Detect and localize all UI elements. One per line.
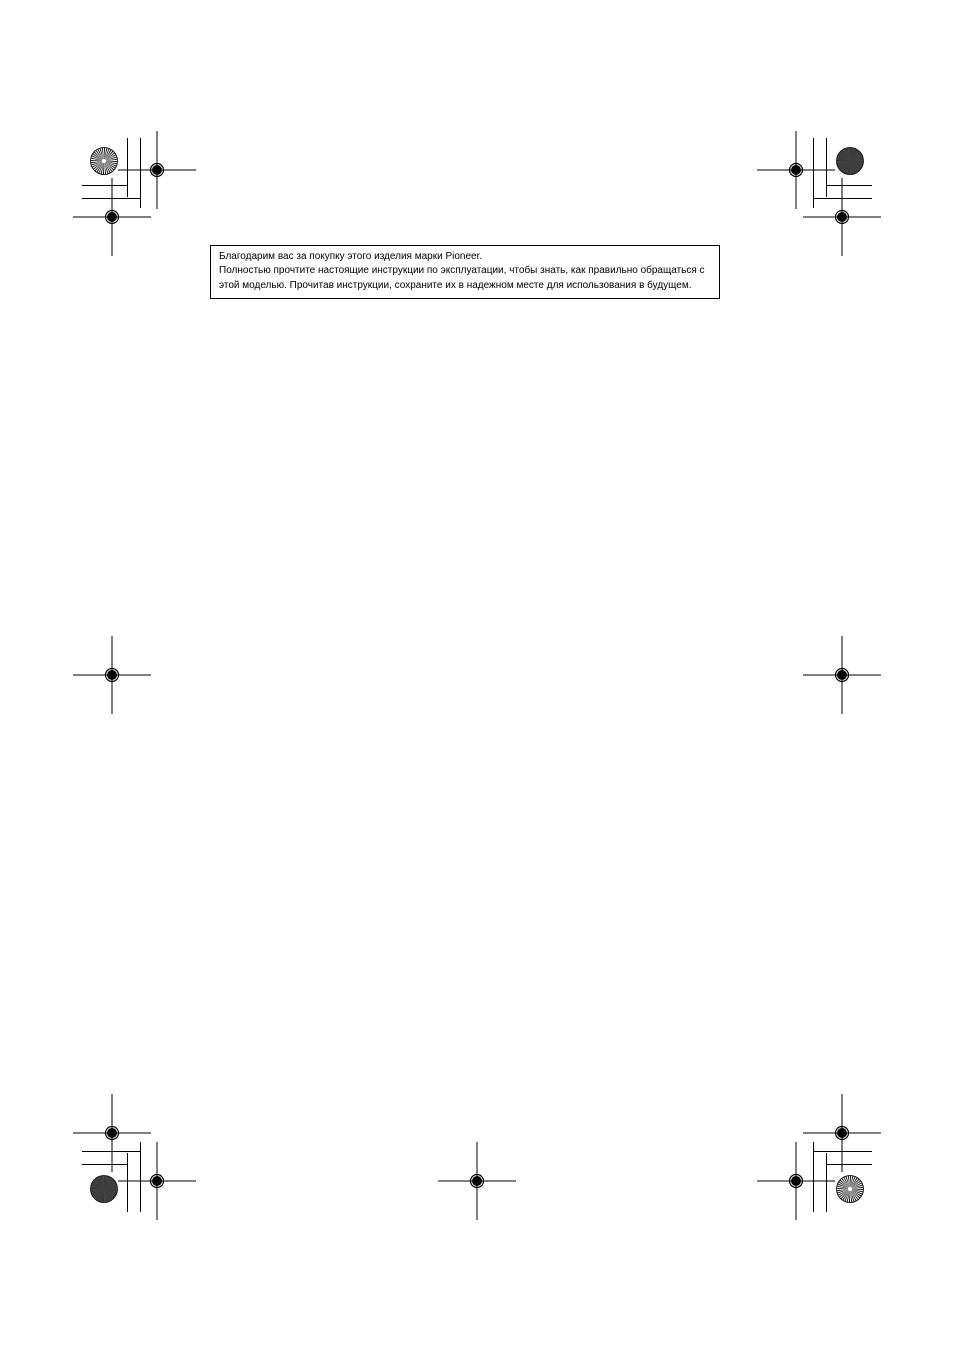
crosshair-target <box>757 1142 835 1220</box>
crosshair-target <box>73 636 151 714</box>
registration-stars <box>91 148 864 1203</box>
notice-line-1: Благодарим вас за покупку этого изделия марки Pioneer. <box>219 251 483 262</box>
crosshair-target <box>118 131 196 209</box>
star-target-dark <box>837 148 864 175</box>
crosshair-target <box>803 178 881 256</box>
crop-mark-top-left <box>82 138 141 208</box>
crop-mark-top-right <box>814 138 873 208</box>
crosshair-target <box>803 1094 881 1172</box>
crop-mark-bottom-left <box>82 1142 141 1212</box>
crosshair-target <box>803 636 881 714</box>
crosshair-target <box>438 1142 516 1220</box>
crosshair-target <box>118 1142 196 1220</box>
star-target-dark <box>91 1176 118 1203</box>
crosshair-target <box>757 131 835 209</box>
star-target-light <box>91 148 118 175</box>
crosshair-target <box>73 1094 151 1172</box>
notice-line-2: Полностью прочтите настоящие инструкции по эксплуатации, чтобы знать, как правильно обращаться с этой моделью. Прочитав инструкции, сохраните их в надежном месте для использования в будущем. <box>219 265 705 291</box>
star-target-light <box>837 1176 864 1203</box>
crop-mark-bottom-right <box>814 1142 873 1212</box>
thank-you-notice <box>210 245 720 299</box>
crosshair-target <box>73 178 151 256</box>
